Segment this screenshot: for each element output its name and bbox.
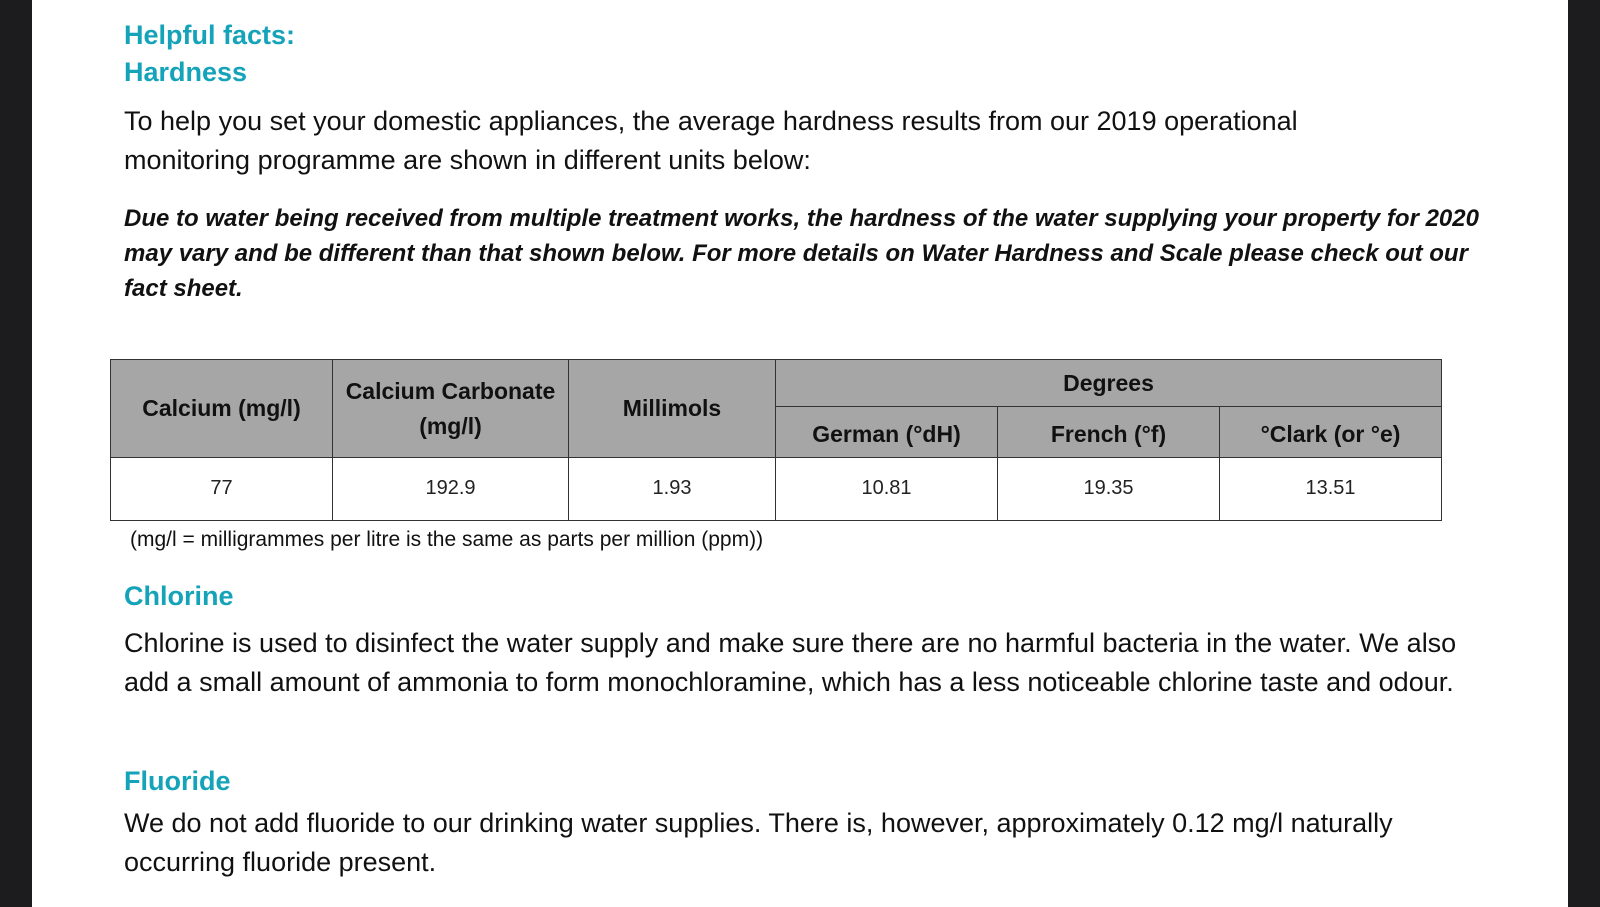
cell-calcium: 77 xyxy=(111,458,333,521)
header-clark: °Clark (or °e) xyxy=(1220,407,1442,458)
header-degrees: Degrees xyxy=(776,360,1442,407)
cell-calcium-carbonate: 192.9 xyxy=(333,458,569,521)
chlorine-heading: Chlorine xyxy=(124,581,234,611)
cell-german: 10.81 xyxy=(776,458,998,521)
fluoride-heading: Fluoride xyxy=(124,766,231,796)
document-page xyxy=(32,0,1568,907)
hardness-table xyxy=(110,359,1442,521)
header-german: German (°dH) xyxy=(776,407,998,458)
chlorine-paragraph: Chlorine is used to disinfect the water supply and make sure there are no harmful bacteria in the water. We also add a small amount of ammonia to form monochloramine, which has a less noticeable chlorine taste and odour. xyxy=(124,628,1457,697)
cell-millimols: 1.93 xyxy=(569,458,776,521)
cell-clark: 13.51 xyxy=(1220,458,1442,521)
table-row xyxy=(111,458,1442,521)
hardness-warning-paragraph: Due to water being received from multiple treatment works, the hardness of the water supplying your property for 2020 may vary and be different than that shown below. For more details on Water Hardness and Scale please check out our fact sheet. xyxy=(124,205,1479,302)
header-calcium-carbonate: Calcium Carbonate (mg/l) xyxy=(333,360,569,458)
table-header-row xyxy=(111,360,1442,407)
units-note: (mg/l = milligrammes per litre is the same as parts per million (ppm)) xyxy=(130,528,764,551)
hardness-heading: Hardness xyxy=(124,57,248,87)
header-french: French (°f) xyxy=(998,407,1220,458)
header-calcium: Calcium (mg/l) xyxy=(111,360,333,458)
hardness-intro-paragraph: To help you set your domestic appliances, the average hardness results from our 2019 operational monitoring programme are shown in different units below: xyxy=(124,106,1298,175)
cell-french: 19.35 xyxy=(998,458,1220,521)
header-millimols: Millimols xyxy=(569,360,776,458)
helpful-facts-heading: Helpful facts: xyxy=(124,20,296,50)
fluoride-paragraph: We do not add fluoride to our drinking water supplies. There is, however, approximately 0.12 mg/l naturally occurring fluoride present. xyxy=(124,808,1393,877)
